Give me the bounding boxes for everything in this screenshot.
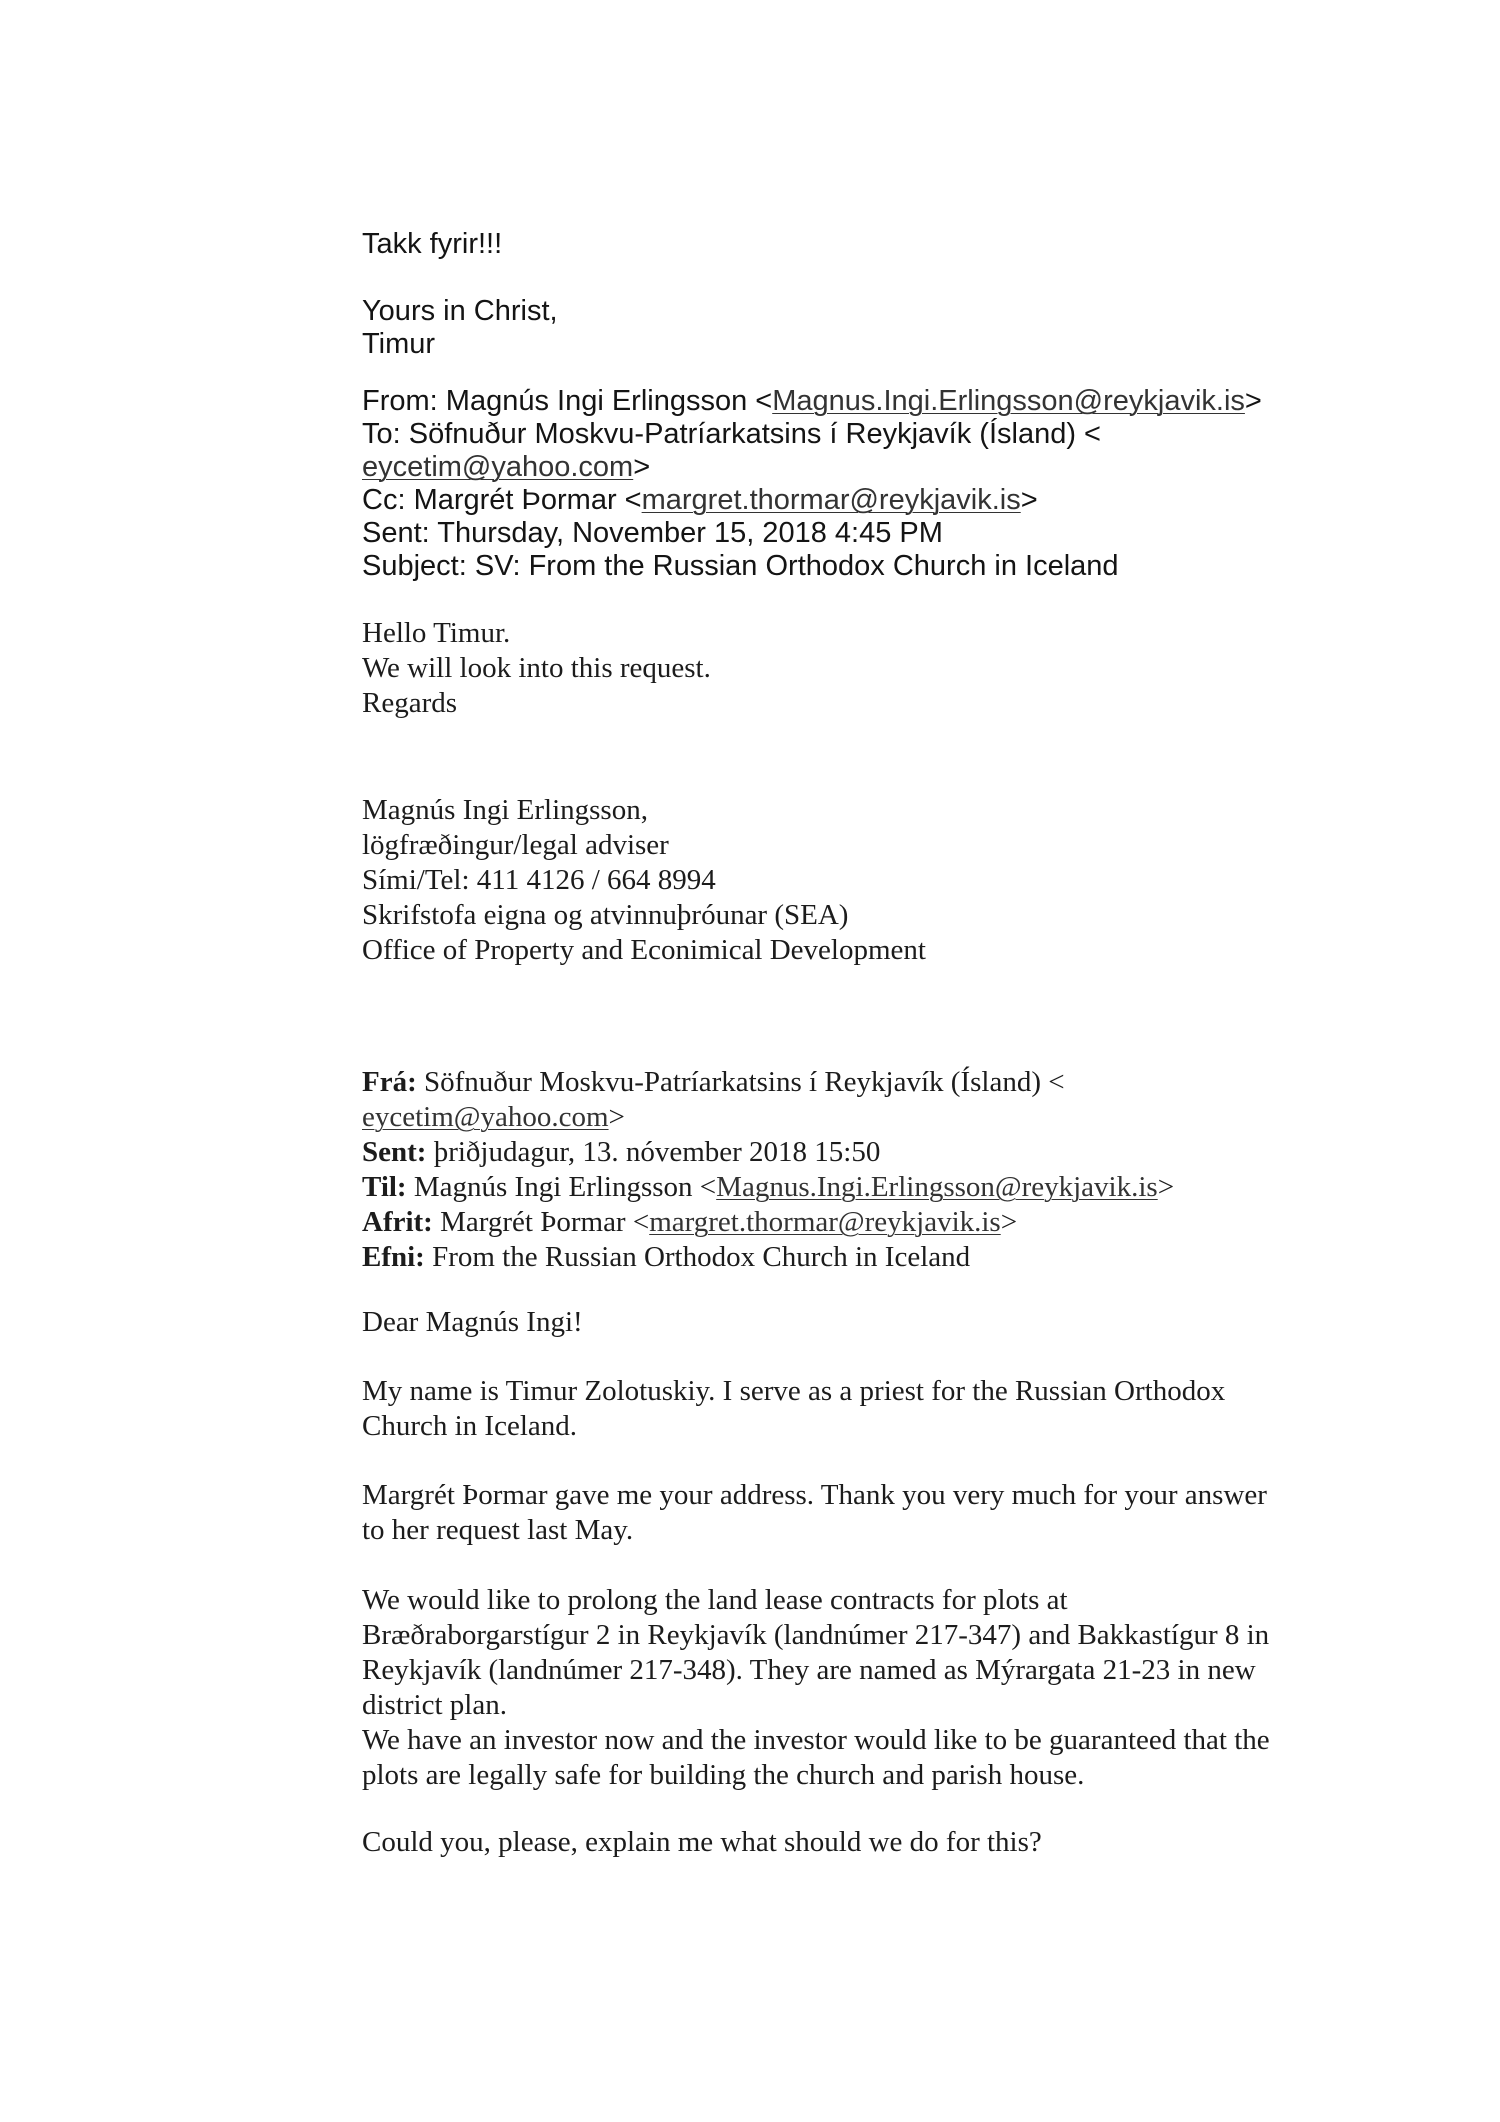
body2-p3-line3: Reykjavík (landnúmer 217-348). They are named as Mýrargata 21-23 in new — [362, 1654, 1256, 1686]
header2-from-end: > — [608, 1101, 625, 1133]
header1-subject-label: Subject: — [362, 550, 467, 582]
header2-to-name: Magnús Ingi Erlingsson < — [413, 1171, 717, 1203]
body2-p3-line1: We would like to prolong the land lease contracts for plots at — [362, 1584, 1068, 1616]
signature-phone: Sími/Tel: 411 4126 / 664 8994 — [362, 864, 716, 896]
body2-paragraph-1 — [362, 1374, 1362, 1444]
header1-cc-email[interactable]: margret.thormar@reykjavik.is — [641, 484, 1021, 516]
header2-from — [362, 1065, 1362, 1100]
header1-to-email-line — [362, 451, 1362, 484]
header1-cc-end: > — [1020, 484, 1038, 516]
body1-line3: Regards — [362, 687, 458, 719]
header2-sent-label: Sent: — [362, 1136, 427, 1168]
header2-from-email[interactable]: eycetim@yahoo.com — [362, 1101, 609, 1133]
header1-sent — [362, 517, 1362, 550]
body1-line1: Hello Timur. — [362, 617, 511, 649]
signature-name: Magnús Ingi Erlingsson, — [362, 794, 648, 826]
header2-from-label: Frá: — [362, 1066, 417, 1098]
header2-from-name: Söfnuður Moskvu-Patríarkatsins í Reykjavík (Ísland) < — [424, 1066, 1065, 1098]
email-body-1 — [362, 616, 1362, 721]
header2-cc-label: Afrit: — [362, 1206, 433, 1238]
header1-from-label: From: — [362, 385, 438, 417]
body2-p4-line2: plots are legally safe for building the church and parish house. — [362, 1759, 1085, 1791]
body2-p1-line2: Church in Iceland. — [362, 1410, 578, 1442]
header1-from — [362, 385, 1362, 418]
body1-line2: We will look into this request. — [362, 652, 711, 684]
header1-to — [362, 418, 1362, 451]
email-body-2 — [362, 1305, 1362, 1340]
header1-from-name: Magnús Ingi Erlingsson < — [445, 385, 773, 417]
body2-greeting: Dear Magnús Ingi! — [362, 1306, 583, 1338]
email-header-1 — [362, 385, 1362, 583]
header2-sent — [362, 1135, 1362, 1170]
body2-p2-line2: to her request last May. — [362, 1514, 634, 1546]
signature-title: lögfræðingur/legal adviser — [362, 829, 669, 861]
body2-p3-line4: district plan. — [362, 1689, 507, 1721]
signature-block — [362, 793, 1362, 968]
signature-office-en: Office of Property and Econimical Development — [362, 934, 926, 966]
body2-p1-line1: My name is Timur Zolotuskiy. I serve as a priest for the Russian Orthodox — [362, 1375, 1226, 1407]
header1-sent-value: Thursday, November 15, 2018 4:45 PM — [437, 517, 943, 549]
email-header-2 — [362, 1065, 1362, 1275]
header1-to-end: > — [633, 451, 651, 483]
body2-p5-line1: Could you, please, explain me what should we do for this? — [362, 1826, 1042, 1858]
header1-to-email[interactable]: eycetim@yahoo.com — [362, 451, 634, 483]
reply-closing: Yours in Christ, — [362, 295, 558, 327]
reply-block — [362, 228, 1362, 261]
header2-cc — [362, 1205, 1362, 1240]
header1-cc-name: Margrét Þormar < — [413, 484, 642, 516]
header1-subject-value: SV: From the Russian Orthodox Church in Iceland — [474, 550, 1119, 582]
header2-subject — [362, 1240, 1362, 1275]
header2-subject-label: Efni: — [362, 1241, 425, 1273]
header2-cc-end: > — [1000, 1206, 1018, 1238]
body2-p2-line1: Margrét Þormar gave me your address. Thank you very much for your answer — [362, 1479, 1267, 1511]
header2-to-label: Til: — [362, 1171, 407, 1203]
header2-sent-value: þriðjudagur, 13. nóvember 2018 15:50 — [433, 1136, 881, 1168]
body2-paragraph-5 — [362, 1825, 1362, 1860]
header2-cc-name: Margrét Þormar < — [440, 1206, 650, 1238]
header2-to — [362, 1170, 1362, 1205]
header2-subject-value: From the Russian Orthodox Church in Iceland — [432, 1241, 971, 1273]
reply-signer: Timur — [362, 328, 436, 360]
header1-cc — [362, 484, 1362, 517]
body2-paragraph-2 — [362, 1478, 1362, 1548]
header2-from-email-line — [362, 1100, 1362, 1135]
header1-from-end: > — [1244, 385, 1262, 417]
body2-p3-line2: Bræðraborgarstígur 2 in Reykjavík (landnúmer 217-347) and Bakkastígur 8 in — [362, 1619, 1270, 1651]
header1-sent-label: Sent: — [362, 517, 430, 549]
reply-thanks: Takk fyrir!!! — [362, 228, 503, 260]
signature-office-is: Skrifstofa eigna og atvinnuþróunar (SEA) — [362, 899, 849, 931]
header1-from-email[interactable]: Magnus.Ingi.Erlingsson@reykjavik.is — [772, 385, 1245, 417]
header2-to-email[interactable]: Magnus.Ingi.Erlingsson@reykjavik.is — [716, 1171, 1158, 1203]
header2-to-end: > — [1157, 1171, 1175, 1203]
reply-closing-block — [362, 295, 1362, 361]
header2-cc-email[interactable]: margret.thormar@reykjavik.is — [649, 1206, 1001, 1238]
header1-subject — [362, 550, 1362, 583]
header1-to-name: Söfnuður Moskvu-Patríarkatsins í Reykjavík (Ísland) < — [408, 418, 1101, 450]
header1-to-label: To: — [362, 418, 401, 450]
body2-paragraph-3 — [362, 1583, 1362, 1793]
body2-p4-line1: We have an investor now and the investor would like to be guaranteed that the — [362, 1724, 1270, 1756]
header1-cc-label: Cc: — [362, 484, 406, 516]
